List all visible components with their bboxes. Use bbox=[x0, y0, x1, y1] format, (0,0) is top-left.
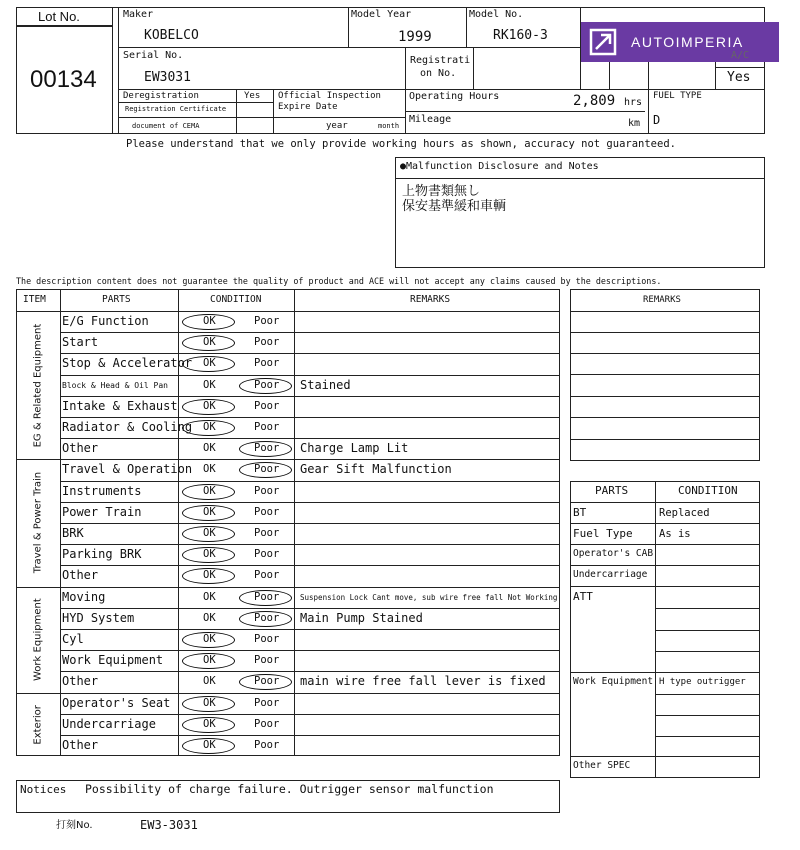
table-row-line bbox=[60, 671, 560, 672]
fuel-type-label: FUEL TYPE bbox=[653, 91, 702, 101]
header-vline-4 bbox=[405, 47, 406, 134]
table-row-remark: Main Pump Stained bbox=[300, 610, 423, 625]
table-row-part: Other bbox=[62, 674, 99, 689]
condition-poor-label: Poor bbox=[254, 463, 280, 476]
header-vline-5 bbox=[473, 47, 474, 89]
group-label: EG & Related Equipment bbox=[32, 323, 44, 448]
table-row-part: Block & Head & Oil Pan bbox=[62, 380, 168, 390]
logo-icon bbox=[589, 28, 617, 56]
side-parts-row-line bbox=[570, 756, 760, 757]
side-parts-row-line bbox=[570, 544, 760, 545]
side-parts-row-part: Work Equipment bbox=[573, 676, 654, 687]
disclaimer-text: The description content does not guarantee the quality of product and ACE will not accept any claims caused by the descriptions. bbox=[16, 276, 662, 286]
condition-poor-label: Poor bbox=[254, 378, 280, 391]
header-hline-4 bbox=[405, 111, 645, 112]
condition-ok-label: OK bbox=[203, 357, 216, 370]
condition-ok-label: OK bbox=[203, 633, 216, 645]
table-row-line bbox=[60, 396, 560, 397]
condition-poor-label: Poor bbox=[254, 569, 280, 582]
model-no-value: RK160-3 bbox=[493, 28, 548, 43]
side-parts-row-part: Operator's CAB bbox=[573, 548, 654, 559]
condition-ok-label: OK bbox=[203, 548, 216, 561]
table-row-part: Work Equipment bbox=[62, 653, 164, 668]
working-hours-note: Please understand that we only provide working hours as shown, accuracy not guaranteed. bbox=[126, 138, 676, 150]
condition-poor-label: Poor bbox=[254, 590, 280, 603]
condition-ok-circle[interactable] bbox=[182, 505, 235, 521]
inspection-header-remarks: REMARKS bbox=[410, 294, 451, 305]
condition-poor-label: Poor bbox=[254, 336, 280, 349]
km-unit: km bbox=[628, 118, 641, 129]
table-row-remark: Gear Sift Malfunction bbox=[300, 462, 452, 477]
condition-ok-label: OK bbox=[203, 590, 216, 603]
side-parts-header: PARTS bbox=[595, 484, 629, 497]
table-row-line bbox=[60, 438, 560, 439]
table-row-part: Stop & Accelerator bbox=[62, 356, 193, 371]
table-row-line bbox=[60, 544, 560, 545]
condition-poor-label: Poor bbox=[254, 548, 280, 561]
table-row-line bbox=[60, 523, 560, 524]
year-label: year bbox=[326, 121, 348, 131]
hrs-unit: hrs bbox=[624, 97, 643, 108]
table-row-part: Travel & Operation bbox=[62, 462, 193, 477]
side-parts-row-line bbox=[570, 502, 760, 503]
table-row-remark: Suspension Lock Cant move, sub wire free fall Not Working bbox=[300, 592, 558, 602]
condition-ok-circle[interactable] bbox=[182, 399, 235, 415]
notices-label: Notices bbox=[20, 783, 67, 796]
registration-label-2: on No. bbox=[420, 68, 457, 79]
table-row-remark: main wire free fall lever is fixed bbox=[300, 674, 546, 689]
table-row-line bbox=[60, 565, 560, 566]
group-line bbox=[16, 459, 560, 460]
condition-ok-label: OK bbox=[203, 336, 216, 349]
side-remarks-line bbox=[570, 396, 760, 397]
condition-ok-circle[interactable] bbox=[182, 484, 235, 500]
condition-ok-circle[interactable] bbox=[182, 738, 235, 754]
table-row-part: Parking BRK bbox=[62, 547, 142, 562]
maker-value: KOBELCO bbox=[144, 28, 199, 43]
table-row-line bbox=[60, 735, 560, 736]
condition-ok-label: OK bbox=[203, 717, 216, 730]
condition-poor-label: Poor bbox=[254, 739, 280, 751]
inspection-label-2: Expire Date bbox=[278, 102, 338, 112]
inspection-label-1: Official Inspection bbox=[278, 91, 381, 101]
condition-ok-circle[interactable] bbox=[182, 696, 235, 712]
side-parts-row-part: Other SPEC bbox=[573, 760, 631, 771]
condition-ok-label: OK bbox=[203, 569, 216, 582]
operating-hours-label: Operating Hours bbox=[409, 91, 500, 102]
condition-ok-label: OK bbox=[203, 675, 216, 688]
condition-poor-label: Poor bbox=[254, 611, 280, 624]
condition-poor-label: Poor bbox=[254, 654, 280, 667]
side-parts-row-line bbox=[570, 586, 760, 587]
condition-ok-circle[interactable] bbox=[182, 420, 235, 436]
model-year-label: Model Year bbox=[351, 9, 412, 20]
condition-poor-label: Poor bbox=[254, 421, 280, 433]
condition-ok-label: OK bbox=[203, 421, 216, 433]
condition-ok-circle[interactable] bbox=[182, 526, 235, 542]
table-row-line bbox=[60, 608, 560, 609]
condition-ok-label: OK bbox=[203, 505, 216, 518]
stamp-value: EW3-3031 bbox=[140, 818, 198, 832]
header-vline-1 bbox=[348, 7, 349, 47]
table-row-part: Radiator & Cooling bbox=[62, 420, 193, 434]
notices-text: Possibility of charge failure. Outrigger sensor malfunction bbox=[85, 782, 494, 796]
table-row-part: Other bbox=[62, 738, 99, 752]
side-parts-row-part: Undercarriage bbox=[573, 569, 648, 580]
fuel-type-value: D bbox=[653, 113, 661, 127]
header-vline-2 bbox=[466, 7, 467, 47]
header-hline-dereg bbox=[118, 102, 273, 103]
table-row-line bbox=[60, 481, 560, 482]
table-row-part: Undercarriage bbox=[62, 716, 156, 731]
model-year-value: 1999 bbox=[398, 29, 432, 45]
condition-ok-label: OK bbox=[203, 315, 216, 327]
table-row-line bbox=[60, 353, 560, 354]
condition-poor-circle[interactable] bbox=[239, 378, 292, 394]
deregistration-label: Deregistration bbox=[123, 91, 199, 101]
side-parts-subline bbox=[655, 608, 760, 609]
condition-ok-label: OK bbox=[203, 463, 216, 476]
cema-document-label: document of CEMA bbox=[132, 122, 200, 130]
header-vline-10 bbox=[273, 89, 274, 134]
table-row-line bbox=[60, 502, 560, 503]
side-parts-subline bbox=[655, 651, 760, 652]
condition-ok-circle[interactable] bbox=[182, 717, 235, 733]
condition-ok-label: OK bbox=[203, 654, 216, 667]
header-hline-3 bbox=[118, 117, 405, 118]
table-row-part: Operator's Seat bbox=[62, 695, 171, 710]
table-row-part: BRK bbox=[62, 526, 84, 540]
group-line bbox=[16, 587, 560, 588]
autoimperia-logo bbox=[581, 22, 779, 62]
header-vline-left bbox=[118, 7, 119, 134]
side-parts-subline bbox=[655, 630, 760, 631]
condition-ok-label: OK bbox=[203, 739, 216, 751]
side-remarks-line bbox=[570, 374, 760, 375]
condition-poor-label: Poor bbox=[254, 505, 280, 518]
condition-poor-label: Poor bbox=[254, 527, 280, 539]
condition-poor-circle[interactable] bbox=[239, 611, 292, 627]
malfunction-title: ●Malfunction Disclosure and Notes bbox=[400, 161, 599, 172]
table-row-part: HYD System bbox=[62, 610, 135, 625]
side-parts-row-condition: H type outrigger bbox=[659, 677, 746, 687]
condition-ok-label: OK bbox=[203, 442, 216, 455]
condition-ok-label: OK bbox=[203, 696, 216, 709]
condition-ok-label: OK bbox=[203, 484, 216, 497]
condition-ok-label: OK bbox=[203, 527, 216, 539]
side-parts-row-part: ATT bbox=[573, 590, 593, 603]
stamp-label: 打刻No. bbox=[56, 820, 93, 831]
group-line bbox=[16, 693, 560, 694]
side-remarks-box bbox=[570, 289, 760, 461]
side-remarks-line bbox=[570, 332, 760, 333]
inspection-header-item: ITEM bbox=[23, 294, 46, 305]
table-row-remark: Charge Lamp Lit bbox=[300, 441, 409, 456]
side-remarks-line bbox=[570, 439, 760, 440]
registration-label-1: Registrati bbox=[410, 55, 471, 66]
table-row-part: Cyl bbox=[62, 632, 84, 646]
table-row-part: Start bbox=[62, 335, 99, 350]
malfunction-line-1: 上物書類無し bbox=[402, 184, 481, 199]
side-parts-row-part: Fuel Type bbox=[573, 527, 633, 540]
condition-poor-circle[interactable] bbox=[239, 590, 292, 606]
ac-label: A/C bbox=[731, 50, 750, 61]
table-row-line bbox=[60, 714, 560, 715]
table-row-part: Other bbox=[62, 441, 99, 456]
condition-ok-circle[interactable] bbox=[182, 632, 235, 648]
table-row-part: Moving bbox=[62, 589, 106, 604]
table-row-part: E/G Function bbox=[62, 314, 149, 328]
mileage-label: Mileage bbox=[409, 114, 452, 125]
malfunction-title-line bbox=[395, 178, 765, 179]
group-label: Travel & Power Train bbox=[32, 472, 44, 574]
table-row-part: Instruments bbox=[62, 483, 142, 498]
registration-certificate-label: Registration Certificate bbox=[125, 105, 227, 113]
condition-poor-label: Poor bbox=[254, 442, 280, 455]
condition-ok-circle[interactable] bbox=[182, 314, 235, 330]
serial-label: Serial No. bbox=[123, 50, 184, 61]
side-parts-row-condition: As is bbox=[659, 528, 691, 540]
table-row-part: Intake & Exhaust bbox=[62, 398, 178, 413]
side-parts-row-line bbox=[570, 672, 760, 673]
model-no-label: Model No. bbox=[469, 9, 524, 20]
inspection-header-line bbox=[16, 311, 560, 312]
condition-ok-label: OK bbox=[203, 378, 216, 391]
table-row-line bbox=[60, 417, 560, 418]
lot-number: 00134 bbox=[30, 66, 97, 93]
ac-value: Yes bbox=[727, 70, 751, 85]
side-parts-row-part: BT bbox=[573, 506, 587, 519]
side-parts-row-condition: Replaced bbox=[659, 507, 710, 519]
group-label: Work Equipment bbox=[32, 598, 44, 681]
condition-poor-label: Poor bbox=[254, 717, 280, 730]
side-parts-subline bbox=[655, 715, 760, 716]
table-row-remark: Stained bbox=[300, 377, 351, 392]
header-vline-7 bbox=[648, 62, 649, 134]
side-parts-subline bbox=[655, 694, 760, 695]
condition-ok-label: OK bbox=[203, 611, 216, 624]
side-remarks-line bbox=[570, 311, 760, 312]
month-label: month bbox=[378, 122, 400, 130]
side-parts-subline bbox=[655, 736, 760, 737]
side-remarks-line bbox=[570, 353, 760, 354]
malfunction-line-2: 保安基準緩和車輌 bbox=[402, 199, 507, 214]
table-row-line bbox=[60, 629, 560, 630]
condition-ok-label: OK bbox=[203, 399, 216, 412]
condition-poor-label: Poor bbox=[254, 675, 280, 688]
maker-label: Maker bbox=[123, 9, 154, 20]
logo-text: AUTOIMPERIA bbox=[631, 34, 744, 50]
side-remarks-header: REMARKS bbox=[643, 295, 681, 305]
condition-poor-label: Poor bbox=[254, 399, 280, 412]
inspection-header-parts: PARTS bbox=[102, 294, 131, 305]
table-row-part: Power Train bbox=[62, 504, 142, 519]
inspection-header-condition: CONDITION bbox=[210, 294, 262, 305]
deregistration-value: Yes bbox=[244, 91, 261, 101]
table-row-line bbox=[60, 650, 560, 651]
table-row-part: Other bbox=[62, 568, 99, 583]
header-vline-9 bbox=[236, 89, 237, 134]
group-label: Exterior bbox=[32, 704, 44, 745]
side-remarks-line bbox=[570, 417, 760, 418]
condition-poor-label: Poor bbox=[254, 357, 280, 370]
condition-poor-label: Poor bbox=[254, 633, 280, 645]
table-row-line bbox=[60, 375, 560, 376]
header-vline-6 bbox=[609, 62, 610, 89]
table-row-line bbox=[60, 332, 560, 333]
serial-value: EW3031 bbox=[144, 70, 191, 85]
side-parts-row-line bbox=[570, 565, 760, 566]
side-parts-row-line bbox=[570, 523, 760, 524]
side-condition-header: CONDITION bbox=[678, 484, 738, 497]
condition-poor-label: Poor bbox=[254, 696, 280, 709]
lot-label: Lot No. bbox=[38, 9, 80, 24]
condition-poor-label: Poor bbox=[254, 484, 280, 497]
header-hline-2 bbox=[118, 89, 765, 90]
operating-hours-value: 2,809 bbox=[573, 93, 616, 109]
condition-poor-label: Poor bbox=[254, 315, 280, 327]
header-hline-ac bbox=[715, 67, 765, 68]
